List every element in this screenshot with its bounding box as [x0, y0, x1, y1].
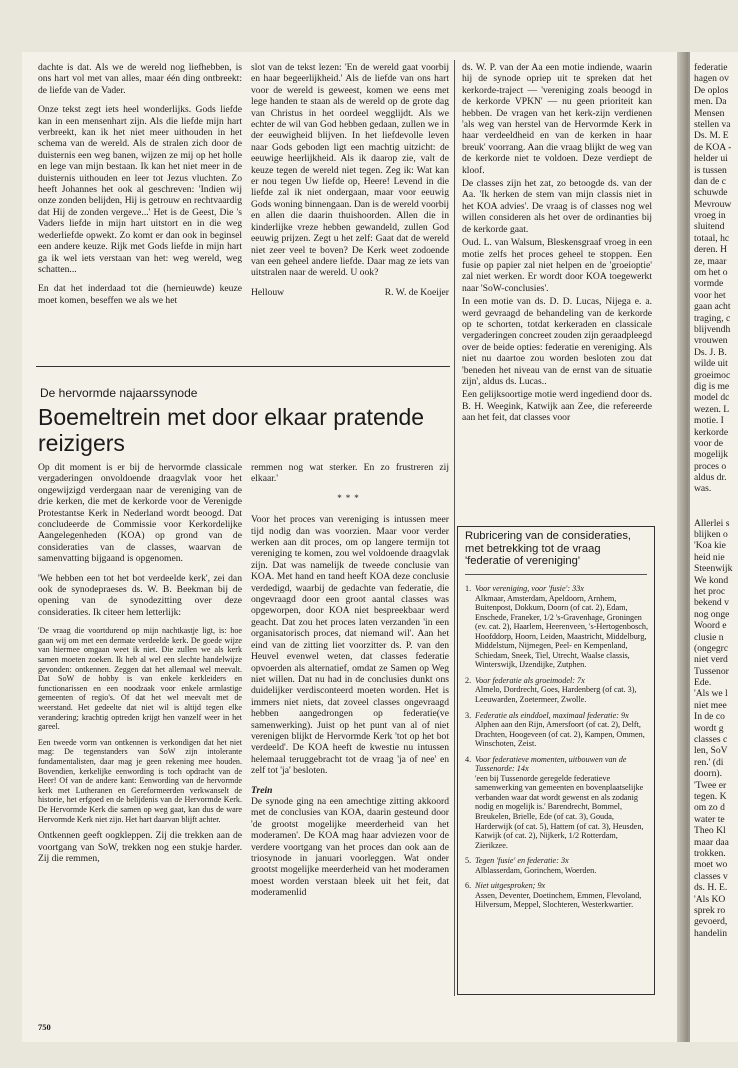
list-item	[465, 881, 649, 910]
next-page-line: classes v	[694, 870, 728, 882]
article-column-2	[251, 462, 449, 1012]
next-page-line: het proc	[694, 585, 726, 597]
next-page-line	[694, 506, 738, 517]
item-body: Almelo, Dordrecht, Goes, Hardenberg (of cat. 3), Leeuwarden, Zoetermeer, Zwolle.	[475, 685, 637, 705]
next-page-line: voor de	[694, 437, 724, 449]
paragraph: Oud. L. van Walsum, Bleskensgraaf vroeg in een motie zelfs het proces geheel te stoppen. Een fusie op papier zal niet helpen en de 'groeioptie' zal niet werken. Er wordt door KOA toegewerkt naar 'SoW-conclusies'.	[462, 237, 652, 294]
page-gutter	[677, 52, 688, 1042]
next-page-line: nog onge	[694, 608, 730, 620]
item-number: 6.	[465, 881, 472, 891]
next-page-line: voor het	[694, 289, 726, 301]
next-page-line: bekend v	[694, 597, 729, 609]
next-page-line: ren.' (di	[694, 756, 724, 768]
next-page-line: dig is me	[694, 380, 730, 392]
next-page-line: om zo d	[694, 802, 725, 814]
next-page-line: trokken.	[694, 847, 726, 859]
next-page-line: Ds. J. B.	[694, 346, 727, 358]
next-page-line: moet wo	[694, 859, 728, 871]
next-page-line: Mevrouw	[694, 198, 732, 210]
next-page-line: de KOA -	[694, 141, 732, 153]
next-page-line: Theo Kl	[694, 825, 726, 837]
next-page-line: handelin	[694, 927, 728, 939]
next-page-line: ds. H. E.	[694, 882, 728, 894]
top-column-2	[251, 62, 449, 352]
paragraph: dachte is dat. Als we de wereld nog liefhebben, is ons hart vol met van alles, maar één ding ontbreekt: de liefde van de Vader.	[38, 62, 242, 96]
list-item	[465, 856, 649, 875]
paragraph: De synode ging na een amechtige zitting akkoord met de conclusies van KOA, daarin gesteund door 'de grootst mogelijke meerderheid van het moderamen'. De KOA mag haar adviezen voor de verdere voortgang van het proces dan ook aan de triosynode in januari voorleggen. Wat onder grootst mogelijke meerderheid van het moderamen moest worden verstaan bleek uit het feit, dat moderamenlid	[251, 795, 449, 899]
next-page-line: aldus dr.	[694, 472, 727, 484]
next-page-line: is tussen	[694, 164, 727, 176]
section-stars: ***	[337, 492, 363, 503]
article-column-3	[462, 62, 652, 517]
next-page-line: dan de c	[694, 175, 726, 187]
article-divider	[36, 366, 450, 367]
next-page-line: mogelijk	[694, 449, 729, 461]
next-page-line: In de co	[694, 711, 725, 723]
column-rule	[454, 60, 455, 996]
next-page-line: was.	[694, 483, 712, 495]
next-page-line: gevoerd,	[694, 916, 728, 928]
next-page-line: vroeg in	[694, 210, 726, 222]
next-page-line: model dc	[694, 392, 730, 404]
next-page-line: 'Twee er	[694, 779, 727, 791]
next-page-line: doorn).	[694, 768, 722, 780]
item-heading: Niet uitgesproken; 9x	[475, 881, 546, 891]
next-page-line: wilde uit	[694, 358, 728, 370]
next-page-line: len, SoV	[694, 745, 728, 757]
paragraph: 'We hebben een tot het bot verdeelde kerk', zei dan ook de synodepraeses ds. W. B. Beekman bij de opening van de synodezitting over deze consideraties. Ik citeer hem letterlijk:	[38, 572, 242, 618]
box-list	[465, 584, 649, 988]
next-page-line: We kond	[694, 574, 729, 586]
next-page-line: Allerlei s	[694, 517, 730, 529]
list-item	[465, 711, 649, 749]
box-title: Rubricering van de consideraties, met betrekking tot de vraag 'federatie of vereniging'	[465, 530, 632, 567]
next-page-line: men. Da	[694, 96, 727, 108]
next-page-line: Mensen	[694, 107, 725, 119]
paragraph: Op dit moment is er bij de hervormde classicale vergaderingen onvoldoende draagvlak voor het ongewijzigd verdergaan naar de vereniging van de drie kerken, die met de kerkorde voor de Verenigde Protestantse Kerk in Nederland wordt beoogd. Dat concludeerde de Commissie voor Kerkordelijke Aangelegenheden (KOA) op grond van de consideraties van de classes, waarvan de samenvatting bijgaand is opgenomen.	[38, 462, 242, 565]
article-column-1	[38, 462, 242, 1012]
list-item	[465, 584, 649, 670]
next-page-line: federatie	[694, 62, 728, 73]
paragraph: ds. W. P. van der Aa een motie indiende, waarin hij de synode opriep uit te spreken dat het kerkorde-traject — 'vereniging zoals beoogd in de kerkorde VPKN' — nu geen prioriteit kan hebben. De vragen van het kerk-zijn verdienen 'als weg van herstel van de Hervormde Kerk in haar verdeeldheid en van de kerken in haar breuk' voorrang. Aan die vraag blijkt de weg van de kerkorde niet te voldoen. Deze verdiept de kloof.	[462, 62, 652, 176]
list-item	[465, 676, 649, 705]
item-number: 3.	[465, 710, 472, 720]
item-body: 'een bij Tussenorde geregelde federatieve samenwerking van gemeenten en bovenplaatselijke verbanden waar dat wordt gewenst en als zodanig nodig en mogelijk is.' Barendrecht, Bommel, Breukelen, Brielle, Ede (of cat. 3), Gouda, Harderwijk (of cat. 5), Hattem (of cat. 3), Heusden, Katwijk (of cat. 2), Nijkerk, 1/2 Rotterdam, Zierikzee.	[475, 773, 644, 850]
item-heading: Voor vereniging, voor 'fusie': 33x	[475, 584, 584, 593]
next-page-line: De oplos	[694, 84, 729, 96]
item-heading: Tegen 'fusie' en federatie: 3x	[475, 856, 569, 866]
next-page-line: niet mee	[694, 699, 727, 711]
next-page-line: vormde	[694, 278, 724, 290]
next-page-line: Ede.	[694, 677, 712, 689]
next-page-line: sprek ro	[694, 904, 726, 916]
list-item	[465, 755, 649, 850]
next-page-line: Tussenor	[694, 665, 729, 677]
box-title-rule	[465, 574, 647, 575]
next-page-line: 'Als we l	[694, 688, 728, 700]
paragraph: Ontkennen geeft oogkleppen. Zij die trekken aan de voortgang van SoW, trekken nog een stukje harder. Zij die remmen,	[38, 830, 242, 864]
next-page-line: gaan acht	[694, 301, 731, 313]
next-page-line: totaal, hc	[694, 232, 730, 244]
next-page-line: blijken o	[694, 529, 728, 541]
next-page-line: stellen va	[694, 118, 731, 130]
item-heading: Federatie als einddoel, maximaal federatie: 9x	[475, 710, 629, 720]
next-page-line: proces o	[694, 460, 727, 472]
next-page-line: Ds. M. E	[694, 130, 729, 142]
next-page-line: 'Koa kie	[694, 540, 726, 552]
next-page-line: vrouwen	[694, 335, 728, 347]
kicker: De hervormde najaarssynode	[40, 386, 198, 400]
next-page-line: hagen ov	[694, 73, 729, 85]
author: R. W. de Koeijer	[384, 286, 449, 298]
paragraph: Voor het proces van vereniging is intussen meer tijd nodig dan was voorzien. Maar voor verder werken aan dit proces, om op langere termijn tot vereniging te komen, zou wel voldoende draagvlak zijn. Dat was namelijk de tweede conclusie van KOA. Met hand en tand heeft KOA deze conclusie verdedigd, waarbij de gedachte van federatie, die ongevraagd door een groot aantal classes was opgeworpen, door KOA niet bespreekbaar werd geacht. Dat zou het proces laten verzanden 'in een organisatorisch proces, dat niemand wil'. Aan het eind van de zitting liet voorzitter ds. P. van den Heuvel evenwel weten, dat classes federatie opvoerden als alternatief, omdat ze Samen op Weg niet willen. Dat nu had in de conclusies dunkt ons duidelijker verdisconteerd moeten worden. Het is immers niet niets, dat zoveel classes ongevraagd hebben aangedrongen op federatie(ve samenwerking). Juist op het punt van al of niet verenigen blijkt de Hervormde Kerk 'tot op het bot verdeeld'. De KOA heeft de kwestie nu intussen helemaal teruggebracht tot de vraag 'ja of nee' en zelf tot 'ja' besloten.	[251, 514, 449, 777]
next-page-line: classes c	[694, 734, 728, 746]
item-number: 1.	[465, 584, 472, 593]
next-page-line: water te	[694, 813, 725, 825]
next-page-line: heid nie	[694, 551, 725, 563]
next-page-line: wordt g	[694, 722, 724, 734]
paragraph: En dat het inderdaad tot die (hernieuwde) keuze moet komen, beseffen we als we het	[38, 283, 242, 306]
paragraph: Onze tekst zegt iets heel wonderlijks. Gods liefde kan in een mensenhart zijn. Als die liefde mijn hart verbreekt, kan ik het niet meer uithouden in het schema van de wereld. Als de stralen zich door de duisternis een weg banen, wijzen ze mij op het holle en lege van mijn bestaan. Ik kan het niet meer in de duisternis uithouden en leer tot Jezus vluchten. Zo heeft Johannes het ook al geschreven: 'Indien wij onze zonden belijden, Hij is getrouw en rechtvaardig dat Hij de zonden vergeve...' Het is de Geest, Die 's Vaders liefde in mijn hart uitstort en in die weg wederliefde opwekt. Zo komt er dan ook in beginsel een andere keuze. Rijk met Gods liefde in mijn hart ga ik wel iets verstaan van het: weg wereld, weg schatten...	[38, 104, 242, 275]
next-page-line: Woord e	[694, 620, 727, 632]
item-number: 2.	[465, 675, 472, 685]
top-column-1	[38, 62, 242, 352]
next-page-line	[694, 495, 738, 506]
next-page-line: motie. I	[694, 415, 724, 427]
paragraph: In een motie van ds. D. D. Lucas, Nijega e. a. werd gevraagd de behandeling van de kerkorde op te schorten, totdat kerkeraden en classicale vergaderingen concreet zouden zijn geraadpleegd over de beide opties: federatie en vereniging. Als niet nu daartoe zou worden besloten zou dat 'beneden het niveau van de ernst van de situatie zijn', aldus ds. Lucas..	[462, 296, 652, 387]
next-page-line: 'Als KO	[694, 893, 726, 905]
next-page-line: deren. H	[694, 244, 728, 256]
item-heading: Voor federatie als groeimodel: 7x	[475, 675, 585, 685]
next-page-line: helder ui	[694, 153, 728, 165]
next-page-column	[694, 62, 738, 1032]
item-heading: Voor federatieve momenten, uitbouwen van de Tussenorde: 14x	[475, 754, 627, 774]
item-number: 5.	[465, 856, 472, 866]
place: Hellouw	[251, 286, 285, 298]
next-page-line: wezen. L	[694, 403, 730, 415]
next-page-line: kerkorde	[694, 426, 729, 438]
next-page-line: groeimoc	[694, 369, 731, 381]
next-page-line: clusie n	[694, 631, 724, 643]
paragraph: slot van de tekst lezen: 'En de wereld gaat voorbij en haar begeerlijkheid.' Als de liefde van ons hart voor de wereld is geweest, komen we eens met lege handen te staan als de wereld op de grote dag van Christus in het oordeel wegglijdt. Als we echter de wil van God hebben gedaan, zullen we in der eeuwigheid blijven. In het liefdevolle leven naar Gods geboden ligt een machtig uitzicht: de eeuwige heerlijkheid. Als ik daarop zie, valt de keuze tegen de wereld niet tegen. Zeg ik: Wat kan er nou tegen Uw liefde op, Heere! Levend in die liefde zal ik niet ondergaan, maar voor eeuwig Gods woning binnengaan. Dan is de wereld voorbij en allen die daarin thuishoorden. Allen die in kinderlijke vreze hebben gewandeld, zullen God eeuwig prijzen. Zegt u het zelf: Gaat dat de wereld niet zeer veel te boven? De Kerk weet zodoende van een geheel andere liefde. Daar mag ze iets van uitstralen naar de wereld. U ook?	[251, 62, 449, 279]
next-page-line: blijvendh	[694, 323, 731, 335]
item-number: 4.	[465, 754, 472, 764]
next-page-line: om het o	[694, 267, 728, 279]
signature-line	[251, 287, 449, 298]
next-page-line: sluitend	[694, 221, 725, 233]
next-page-line: schuwde	[694, 187, 728, 199]
quote-paragraph: 'De vraag die voortdurend op mijn nachtkastje ligt, is: hoe gaan wij om met een dermate verdeelde kerk. De goede wijze van hiermee omgaan weet ik niet. Die zullen we als kerk samen moeten zoeken. Ik heb al wel een slechte handelwijze gevonden: ontkennen. Zeggen dat het allemaal wel meevalt. Dat SoW de hobby is van enkele kerkleiders en functionarissen en een noodzaak voor enkele armlastige gemeenten of regio's. Of dat het wel meevalt met de weerstand. Het gedeelte dat niet wil is altijd tegen elke verandering; krachtig optreden krijgt hen vanzelf weer in het gareel.	[38, 626, 242, 732]
next-page-line: traging, c	[694, 312, 731, 324]
next-page-line: ze, maar	[694, 255, 727, 267]
paragraph: De classes zijn het zat, zo betoogde ds. van der Aa. 'Ik herken de stem van mijn classis niet in het KOA advies'. De vraag is of classes nog wel willen consideren als het over de ordinanties bij de kerkorde gaat.	[462, 178, 652, 235]
next-page-line: Steenwijk	[694, 563, 733, 575]
item-body: Alblasserdam, Gorinchem, Woerden.	[475, 865, 597, 875]
item-body: Alkmaar, Amsterdam, Apeldoorn, Arnhem, Buitenpost, Dokkum, Doorn (of cat. 2), Edam, Enschede, Franeker, 1/2 's-Gravenhage, Groningen (ev. cat. 2), Haarlem, Heerenveen, 's-Hertogenbosch, Hoofddorp, Hoorn, Leiden, Maastricht, Middelburg, Middelstum, Nijmegen, Peel- en Kempenland, Schiedam, Sneek, Tiel, Utrecht, Waalse classis, Winterswijk, IJzendijke, Zutphen.	[475, 593, 649, 670]
next-page-line: tegen. K	[694, 791, 727, 802]
next-page-line: niet verd	[694, 654, 728, 666]
quote-paragraph: Een tweede vorm van ontkennen is verkondigen dat het niet mag: De tegenstanders van SoW zijn intolerante fundamentalisten, daar mag je geen rekening mee houden. Bovendien, kerkelijke eenwording is toch opdracht van de Heer! Of van de andere kant: Eenwording van de hervormde kerk met Lutheranen en Gereformeerden verkwanselt de historie, het erfgoed en de belijdenis van de Hervormde Kerk. De Hervormde Kerk die samen op weg gaat, kan dus de ware Hervormde Kerk niet zijn. Het hart daarvan blijft achter.	[38, 737, 242, 824]
paragraph: Een gelijksoortige motie werd ingediend door ds. B. H. Weegink, Katwijk aan Zee, die refereerde aan het feit, dat classes voor	[462, 389, 652, 424]
item-body: Alphen aan den Rijn, Amersfoort (of cat. 2), Delft, Drachten, Hoogeveen (of cat. 2), Kampen, Ommen, Winschoten, Zeist.	[475, 720, 645, 749]
item-body: Assen, Deventer, Doetinchem, Emmen, Flevoland, Hilversum, Meppel, Slochteren, Westerkwartier.	[475, 890, 642, 910]
next-page-line: (ongegrc	[694, 642, 729, 654]
page-number: 750	[38, 1022, 51, 1032]
headline: Boemeltrein met door elkaar pratende reizigers	[38, 404, 425, 456]
subheading: Trein	[251, 784, 273, 796]
paragraph: remmen nog wat sterker. En zo frustreren zij elkaar.'	[251, 462, 449, 485]
next-page-line: maar daa	[694, 836, 729, 848]
